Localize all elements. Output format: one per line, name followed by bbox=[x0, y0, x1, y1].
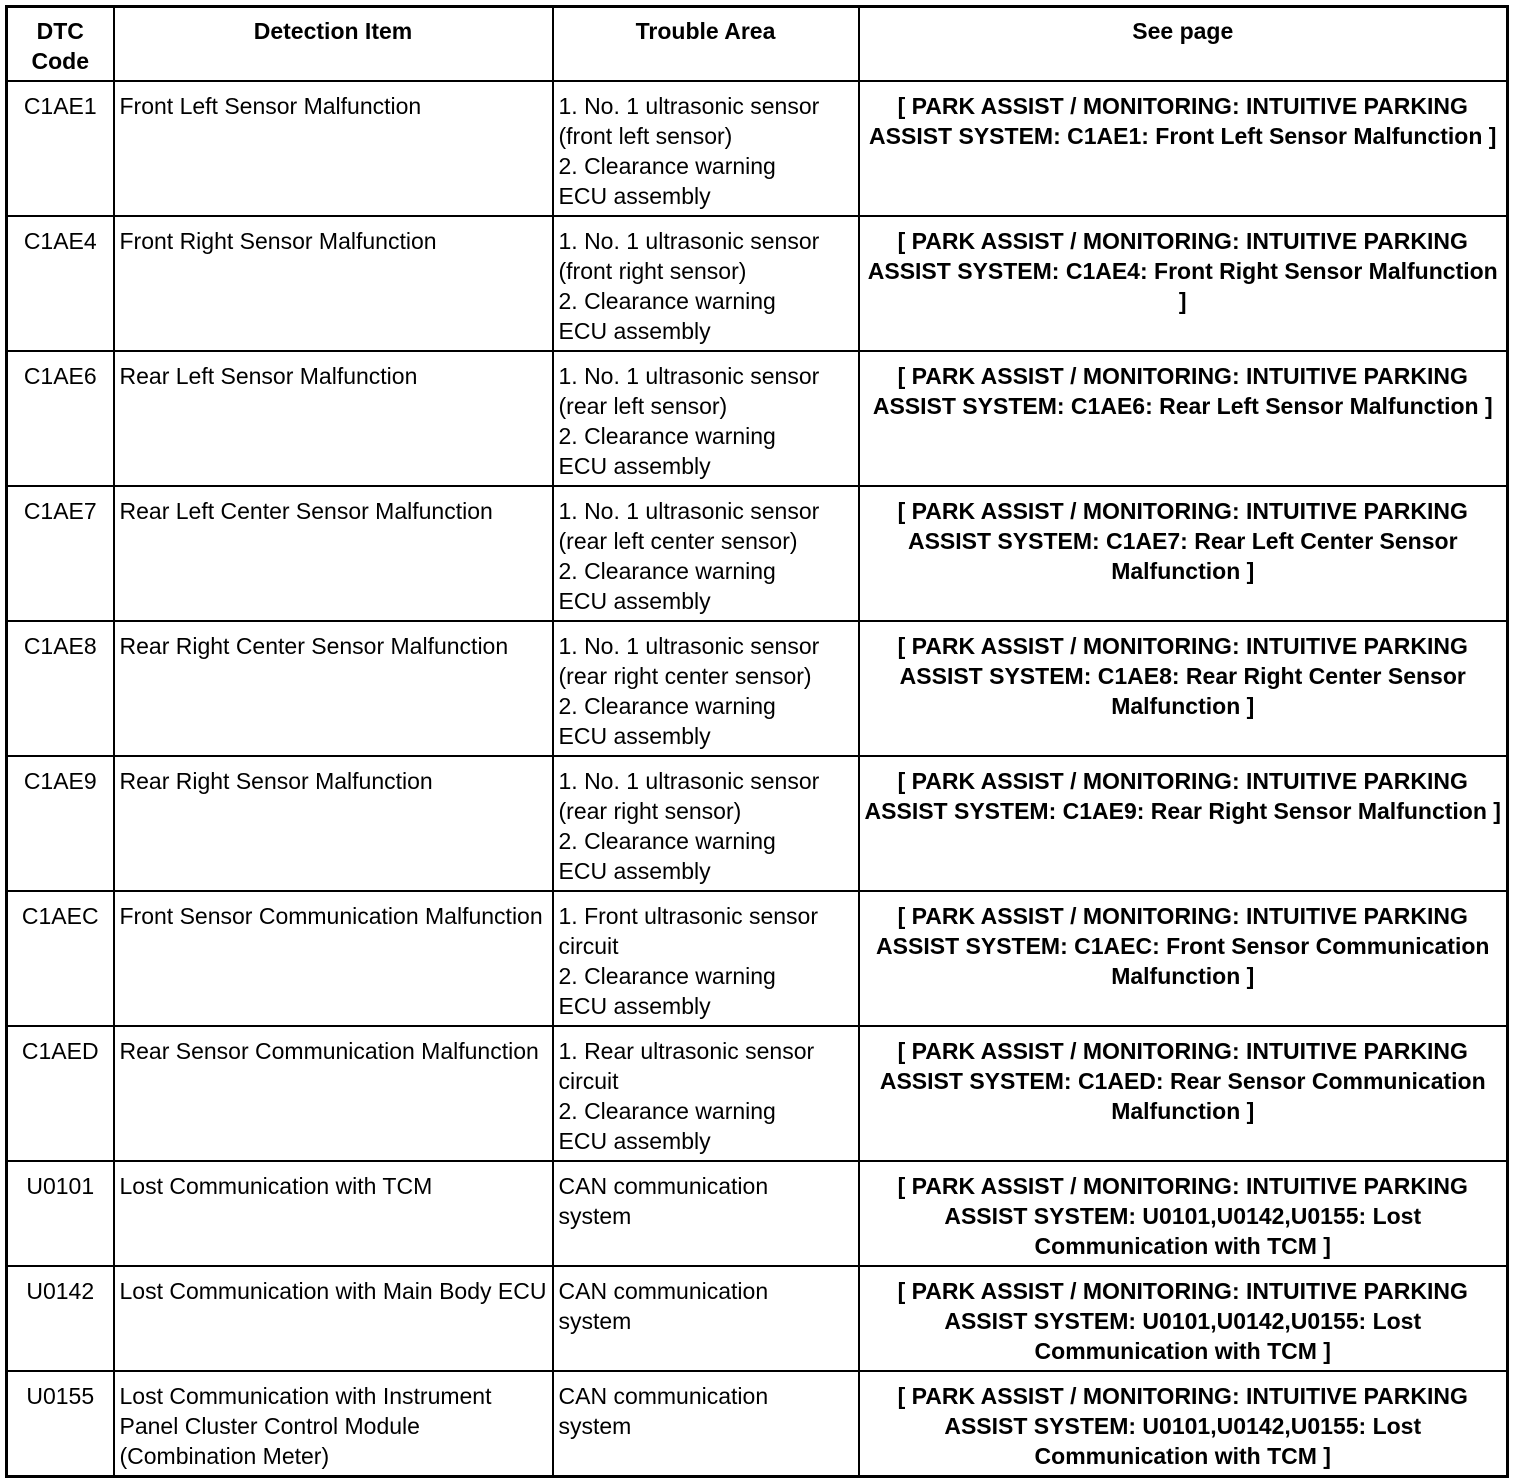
trouble-area-line: system bbox=[558, 1203, 632, 1229]
trouble-area-line: (rear right sensor) bbox=[558, 798, 742, 824]
table-row bbox=[7, 891, 1508, 1026]
table-row bbox=[7, 621, 1508, 756]
trouble-area-line: ECU assembly bbox=[558, 858, 711, 884]
cell-detection-item: Rear Left Center Sensor Malfunction bbox=[114, 486, 553, 621]
table-row bbox=[7, 756, 1508, 891]
trouble-area-line: 2. Clearance warning bbox=[558, 963, 776, 989]
cell-see-page-link[interactable]: [ PARK ASSIST / MONITORING: INTUITIVE PARKING ASSIST SYSTEM: C1AE9: Rear Right Sensor Malfunction ] bbox=[859, 756, 1508, 891]
trouble-area-line: ECU assembly bbox=[558, 318, 711, 344]
trouble-area-line: system bbox=[558, 1413, 632, 1439]
trouble-area-line: CAN communication bbox=[558, 1173, 769, 1199]
cell-see-page-link[interactable]: [ PARK ASSIST / MONITORING: INTUITIVE PARKING ASSIST SYSTEM: U0101,U0142,U0155: Lost Communication with TCM ] bbox=[859, 1161, 1508, 1266]
cell-dtc-code: C1AEC bbox=[7, 891, 114, 1026]
cell-dtc-code: C1AE4 bbox=[7, 216, 114, 351]
cell-trouble-area bbox=[553, 756, 859, 891]
cell-see-page-link[interactable]: [ PARK ASSIST / MONITORING: INTUITIVE PARKING ASSIST SYSTEM: C1AEC: Front Sensor Communication Malfunction ] bbox=[859, 891, 1508, 1026]
table-row bbox=[7, 1371, 1508, 1477]
table-row bbox=[7, 1161, 1508, 1266]
cell-trouble-area bbox=[553, 1371, 859, 1477]
table-row bbox=[7, 81, 1508, 216]
cell-detection-item: Rear Right Center Sensor Malfunction bbox=[114, 621, 553, 756]
cell-trouble-area bbox=[553, 1026, 859, 1161]
cell-trouble-area bbox=[553, 891, 859, 1026]
dtc-table bbox=[5, 5, 1509, 1478]
cell-see-page-link[interactable]: [ PARK ASSIST / MONITORING: INTUITIVE PARKING ASSIST SYSTEM: C1AE7: Rear Left Center Sensor Malfunction ] bbox=[859, 486, 1508, 621]
trouble-area-line: 2. Clearance warning bbox=[558, 423, 776, 449]
cell-see-page-link[interactable]: [ PARK ASSIST / MONITORING: INTUITIVE PARKING ASSIST SYSTEM: C1AE8: Rear Right Center Sensor Malfunction ] bbox=[859, 621, 1508, 756]
trouble-area-line: (front left sensor) bbox=[558, 123, 733, 149]
cell-detection-item: Lost Communication with Instrument Panel Cluster Control Module (Combination Meter) bbox=[114, 1371, 553, 1477]
trouble-area-line: (rear left center sensor) bbox=[558, 528, 798, 554]
cell-trouble-area bbox=[553, 351, 859, 486]
cell-dtc-code: U0101 bbox=[7, 1161, 114, 1266]
trouble-area-line: 2. Clearance warning bbox=[558, 558, 776, 584]
cell-dtc-code: C1AED bbox=[7, 1026, 114, 1161]
trouble-area-line: system bbox=[558, 1308, 632, 1334]
cell-trouble-area bbox=[553, 1161, 859, 1266]
cell-detection-item: Lost Communication with Main Body ECU bbox=[114, 1266, 553, 1371]
trouble-area-line: 1. No. 1 ultrasonic sensor bbox=[558, 93, 820, 119]
trouble-area-line: CAN communication bbox=[558, 1278, 769, 1304]
cell-detection-item: Front Sensor Communication Malfunction bbox=[114, 891, 553, 1026]
cell-see-page-link[interactable]: [ PARK ASSIST / MONITORING: INTUITIVE PARKING ASSIST SYSTEM: U0101,U0142,U0155: Lost Communication with TCM ] bbox=[859, 1266, 1508, 1371]
trouble-area-line: 1. No. 1 ultrasonic sensor bbox=[558, 633, 820, 659]
trouble-area-line: ECU assembly bbox=[558, 453, 711, 479]
cell-detection-item: Lost Communication with TCM bbox=[114, 1161, 553, 1266]
cell-detection-item: Front Left Sensor Malfunction bbox=[114, 81, 553, 216]
header-dtc-code-line1: DTC bbox=[36, 18, 84, 44]
cell-trouble-area bbox=[553, 216, 859, 351]
cell-dtc-code: C1AE7 bbox=[7, 486, 114, 621]
trouble-area-line: ECU assembly bbox=[558, 1128, 711, 1154]
trouble-area-line: circuit bbox=[558, 1068, 619, 1094]
header-dtc-code-line2: Code bbox=[31, 48, 89, 74]
cell-see-page-link[interactable]: [ PARK ASSIST / MONITORING: INTUITIVE PARKING ASSIST SYSTEM: C1AE4: Front Right Sensor Malfunction ] bbox=[859, 216, 1508, 351]
cell-dtc-code: U0142 bbox=[7, 1266, 114, 1371]
trouble-area-line: (rear left sensor) bbox=[558, 393, 728, 419]
trouble-area-line: 1. No. 1 ultrasonic sensor bbox=[558, 228, 820, 254]
cell-see-page-link[interactable]: [ PARK ASSIST / MONITORING: INTUITIVE PARKING ASSIST SYSTEM: C1AE1: Front Left Sensor Malfunction ] bbox=[859, 81, 1508, 216]
table-row bbox=[7, 1026, 1508, 1161]
table-row bbox=[7, 216, 1508, 351]
cell-detection-item: Front Right Sensor Malfunction bbox=[114, 216, 553, 351]
trouble-area-line: 2. Clearance warning bbox=[558, 288, 776, 314]
trouble-area-line: CAN communication bbox=[558, 1383, 769, 1409]
trouble-area-line: 2. Clearance warning bbox=[558, 828, 776, 854]
trouble-area-line: (front right sensor) bbox=[558, 258, 747, 284]
cell-detection-item: Rear Left Sensor Malfunction bbox=[114, 351, 553, 486]
table-body bbox=[7, 81, 1508, 1477]
trouble-area-line: 1. No. 1 ultrasonic sensor bbox=[558, 363, 820, 389]
table-row bbox=[7, 351, 1508, 486]
trouble-area-line: 2. Clearance warning bbox=[558, 693, 776, 719]
cell-detection-item: Rear Right Sensor Malfunction bbox=[114, 756, 553, 891]
trouble-area-line: 2. Clearance warning bbox=[558, 153, 776, 179]
trouble-area-line: ECU assembly bbox=[558, 993, 711, 1019]
trouble-area-line: 2. Clearance warning bbox=[558, 1098, 776, 1124]
cell-trouble-area bbox=[553, 486, 859, 621]
cell-see-page-link[interactable]: [ PARK ASSIST / MONITORING: INTUITIVE PARKING ASSIST SYSTEM: C1AED: Rear Sensor Communication Malfunction ] bbox=[859, 1026, 1508, 1161]
dtc-table-wrapper bbox=[5, 5, 1509, 1478]
table-row bbox=[7, 486, 1508, 621]
trouble-area-line: (rear right center sensor) bbox=[558, 663, 812, 689]
cell-trouble-area bbox=[553, 81, 859, 216]
table-row bbox=[7, 1266, 1508, 1371]
cell-see-page-link[interactable]: [ PARK ASSIST / MONITORING: INTUITIVE PARKING ASSIST SYSTEM: C1AE6: Rear Left Sensor Malfunction ] bbox=[859, 351, 1508, 486]
trouble-area-line: 1. No. 1 ultrasonic sensor bbox=[558, 498, 820, 524]
header-dtc-code bbox=[7, 7, 114, 82]
trouble-area-line: circuit bbox=[558, 933, 619, 959]
cell-detection-item: Rear Sensor Communication Malfunction bbox=[114, 1026, 553, 1161]
cell-dtc-code: C1AE9 bbox=[7, 756, 114, 891]
cell-see-page-link[interactable]: [ PARK ASSIST / MONITORING: INTUITIVE PARKING ASSIST SYSTEM: U0101,U0142,U0155: Lost Communication with TCM ] bbox=[859, 1371, 1508, 1477]
trouble-area-line: ECU assembly bbox=[558, 183, 711, 209]
trouble-area-line: ECU assembly bbox=[558, 723, 711, 749]
header-trouble-area: Trouble Area bbox=[553, 7, 859, 82]
trouble-area-line: 1. Front ultrasonic sensor bbox=[558, 903, 819, 929]
header-see-page: See page bbox=[859, 7, 1508, 82]
trouble-area-line: ECU assembly bbox=[558, 588, 711, 614]
table-header-row bbox=[7, 7, 1508, 82]
cell-dtc-code: U0155 bbox=[7, 1371, 114, 1477]
trouble-area-line: 1. No. 1 ultrasonic sensor bbox=[558, 768, 820, 794]
trouble-area-line: 1. Rear ultrasonic sensor bbox=[558, 1038, 815, 1064]
cell-trouble-area bbox=[553, 621, 859, 756]
cell-dtc-code: C1AE8 bbox=[7, 621, 114, 756]
cell-dtc-code: C1AE1 bbox=[7, 81, 114, 216]
cell-dtc-code: C1AE6 bbox=[7, 351, 114, 486]
header-detection-item: Detection Item bbox=[114, 7, 553, 82]
cell-trouble-area bbox=[553, 1266, 859, 1371]
